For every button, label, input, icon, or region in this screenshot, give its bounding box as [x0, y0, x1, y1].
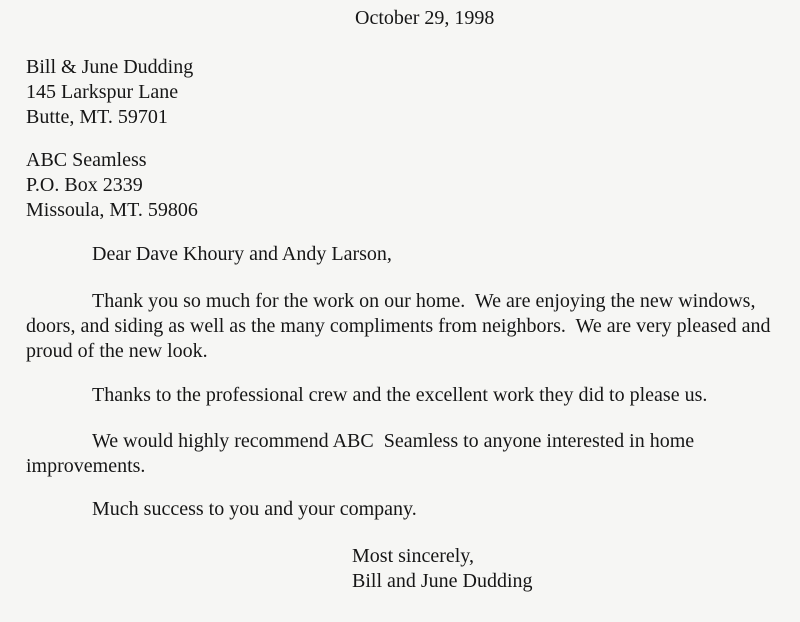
- sender-street: 145 Larkspur Lane: [26, 81, 179, 103]
- paragraph-thanks-crew: Thanks to the professional crew and the excellent work they did to please us.: [92, 384, 708, 406]
- sender-city: Butte, MT. 59701: [26, 106, 168, 128]
- paragraph-recommend: We would highly recommend ABC Seamless to anyone interested in home improvements.: [26, 430, 700, 477]
- paragraph-success: Much success to you and your company.: [92, 498, 417, 520]
- closing-block: [352, 544, 533, 594]
- paragraph-thanks-work: Thank you so much for the work on our home. We are enjoying the new windows, doors, and siding as well as the many compliments from neighbors. We are very pleased and proud of the new look.: [26, 290, 776, 362]
- letter-date: October 29, 1998: [355, 7, 495, 29]
- closing: Most sincerely,: [352, 545, 475, 567]
- recipient-city: Missoula, MT. 59806: [26, 199, 198, 221]
- signature-name: Bill and June Dudding: [352, 570, 533, 592]
- salutation: Dear Dave Khoury and Andy Larson,: [92, 243, 392, 265]
- sender-name: Bill & June Dudding: [26, 56, 194, 78]
- recipient-name: ABC Seamless: [26, 149, 147, 171]
- sender-address: [26, 55, 193, 130]
- recipient-address: [26, 148, 198, 223]
- recipient-po-box: P.O. Box 2339: [26, 174, 143, 196]
